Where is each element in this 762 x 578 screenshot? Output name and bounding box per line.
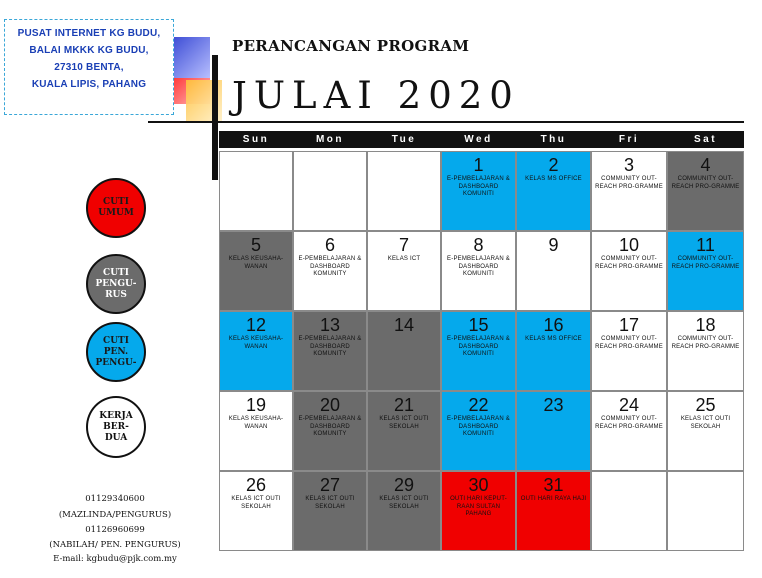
day-cell-26 — [219, 471, 293, 551]
day-number: 27 — [319, 475, 341, 495]
day-cell-16 — [516, 311, 591, 391]
day-header-fri: Fri — [591, 131, 667, 148]
day-cell-17 — [591, 311, 667, 391]
day-cell-18 — [667, 311, 744, 391]
decorative-square-blue — [174, 37, 210, 79]
day-event: KELAS ICT OUTI SEKOLAH — [379, 496, 429, 510]
empty-day-cell — [219, 151, 293, 231]
address-line-2: BALAI MKKK KG BUDU, — [29, 45, 149, 56]
day-event: COMMUNITY OUT-REACH PRO-GRAMME — [671, 336, 740, 350]
day-number: 15 — [468, 315, 489, 335]
day-cell-6 — [293, 231, 367, 311]
day-number: 7 — [398, 235, 409, 255]
legend-cuti-pengurus — [86, 254, 146, 314]
day-cell-27 — [293, 471, 367, 551]
day-event: COMMUNITY OUT-REACH PRO-GRAMME — [595, 176, 663, 190]
day-cell-14 — [367, 311, 441, 391]
day-header-thu: Thu — [516, 131, 591, 148]
day-event: E-PEMBELAJARAN & DASHBOARD KOMUNITI — [447, 416, 510, 438]
day-cell-21 — [367, 391, 441, 471]
day-cell-2 — [516, 151, 591, 231]
day-cell-30 — [441, 471, 516, 551]
day-event: KELAS ICT OUTI SEKOLAH — [231, 496, 281, 510]
header-divider — [148, 121, 744, 123]
day-number: 10 — [618, 235, 640, 255]
calendar-grid — [219, 131, 744, 558]
day-number: 31 — [543, 475, 564, 495]
day-number: 23 — [543, 395, 564, 415]
legend-label: CUTI UMUM — [98, 197, 134, 218]
day-event: KELAS ICT OUTI SEKOLAH — [680, 416, 731, 430]
day-cell-22 — [441, 391, 516, 471]
day-number: 8 — [473, 235, 484, 255]
day-cell-24 — [591, 391, 667, 471]
day-cell-31 — [516, 471, 591, 551]
day-cell-8 — [441, 231, 516, 311]
day-number: 16 — [543, 315, 564, 335]
day-cell-19 — [219, 391, 293, 471]
day-event: KELAS MS OFFICE — [525, 176, 582, 182]
contact-line-3: 01126960699 — [85, 525, 145, 535]
day-event: KELAS ICT OUTI SEKOLAH — [379, 416, 429, 430]
day-event: KELAS KEUSAHA-WANAN — [228, 256, 284, 270]
day-number: 17 — [618, 315, 640, 335]
day-number: 24 — [618, 395, 640, 415]
day-event: E-PEMBELAJARAN & DASHBOARD KOMUNITI — [447, 176, 510, 198]
day-cell-9 — [516, 231, 591, 311]
day-cell-4 — [667, 151, 744, 231]
day-number: 4 — [700, 155, 711, 175]
address-line-4: KUALA LIPIS, PAHANG — [31, 79, 147, 90]
address-line-1: PUSAT INTERNET KG BUDU, — [17, 28, 161, 39]
day-cell-20 — [293, 391, 367, 471]
day-number: 9 — [548, 235, 559, 255]
day-event: COMMUNITY OUT-REACH PRO-GRAMME — [671, 176, 740, 190]
day-number: 13 — [319, 315, 341, 335]
day-event: KELAS MS OFFICE — [525, 336, 582, 342]
day-number: 18 — [695, 315, 716, 335]
day-cell-10 — [591, 231, 667, 311]
day-cell-7 — [367, 231, 441, 311]
day-number: 2 — [548, 155, 559, 175]
day-number: 1 — [473, 155, 484, 175]
day-number: 22 — [468, 395, 489, 415]
day-number: 21 — [393, 395, 415, 415]
day-header-sun: Sun — [219, 131, 293, 148]
contact-line-4: (NABILAH/ PEN. PENGURUS) — [49, 540, 181, 550]
day-event: E-PEMBELAJARAN & DASHBOARD KOMUNITI — [447, 336, 510, 358]
legend-label: CUTI PEN. PENGU- — [95, 335, 137, 368]
day-event: COMMUNITY OUT-REACH PRO-GRAMME — [595, 416, 663, 430]
address-line-3: 27310 BENTA, — [54, 62, 124, 73]
page-title: PERANCANGAN PROGRAM — [232, 37, 470, 55]
day-number: 25 — [695, 395, 716, 415]
contact-line-5: E-mail: kgbudu@pjk.com.my — [53, 554, 177, 564]
day-number: 11 — [696, 235, 715, 255]
day-header-wed: Wed — [441, 131, 516, 148]
day-event: COMMUNITY OUT-REACH PRO-GRAMME — [595, 256, 663, 270]
decorative-vertical-bar — [212, 55, 218, 180]
day-event: KELAS KEUSAHA-WANAN — [228, 336, 284, 350]
day-event: KELAS ICT — [387, 256, 421, 262]
day-cell-15 — [441, 311, 516, 391]
day-cell-11 — [667, 231, 744, 311]
day-event: COMMUNITY OUT-REACH PRO-GRAMME — [595, 336, 663, 350]
day-event: OUTI HARI KEPUT-RAAN SULTAN PAHANG — [450, 496, 507, 518]
day-number: 20 — [319, 395, 341, 415]
day-header-tue: Tue — [367, 131, 441, 148]
day-cell-29 — [367, 471, 441, 551]
day-number: 30 — [468, 475, 489, 495]
day-number: 14 — [393, 315, 415, 335]
day-event: KELAS ICT OUTI SEKOLAH — [305, 496, 355, 510]
day-event: E-PEMBELAJARAN & DASHBOARD KOMUNITY — [298, 256, 362, 278]
day-cell-12 — [219, 311, 293, 391]
day-cell-5 — [219, 231, 293, 311]
address-box — [4, 19, 174, 115]
legend-cuti-pen-pengurus — [86, 322, 146, 382]
legend-label: KERJA BER- DUA — [99, 410, 133, 443]
day-cell-23 — [516, 391, 591, 471]
day-number: 19 — [245, 395, 267, 415]
legend-cuti-umum — [86, 178, 146, 238]
day-event: COMMUNITY OUT-REACH PRO-GRAMME — [671, 256, 740, 270]
day-number: 6 — [324, 235, 335, 255]
day-event: E-PEMBELAJARAN & DASHBOARD KOMUNITY — [298, 416, 362, 438]
day-cell-13 — [293, 311, 367, 391]
day-cell-1 — [441, 151, 516, 231]
day-number: 29 — [393, 475, 415, 495]
day-number: 26 — [245, 475, 267, 495]
contact-line-2: (MAZLINDA/PENGURUS) — [58, 510, 172, 520]
day-event: OUTI HARI RAYA HAJI — [520, 496, 587, 502]
day-number: 12 — [245, 315, 267, 335]
legend-kerja-berdua — [86, 396, 146, 458]
contact-line-1: 01129340600 — [85, 494, 145, 504]
day-event: E-PEMBELAJARAN & DASHBOARD KOMUNITI — [447, 256, 510, 278]
empty-day-cell — [293, 151, 367, 231]
legend-label: CUTI PENGU- RUS — [95, 267, 137, 300]
empty-day-cell — [591, 471, 667, 551]
day-cell-3 — [591, 151, 667, 231]
day-event: E-PEMBELAJARAN & DASHBOARD KOMUNITY — [298, 336, 362, 358]
empty-day-cell — [667, 471, 744, 551]
day-number: 5 — [250, 235, 261, 255]
empty-day-cell — [367, 151, 441, 231]
day-header-mon: Mon — [293, 131, 367, 148]
month-heading: JULAI 2020 — [232, 74, 520, 117]
day-header-sat: Sat — [667, 131, 744, 148]
day-cell-25 — [667, 391, 744, 471]
day-event: KELAS KEUSAHA-WANAN — [228, 416, 284, 430]
day-number: 3 — [623, 155, 634, 175]
